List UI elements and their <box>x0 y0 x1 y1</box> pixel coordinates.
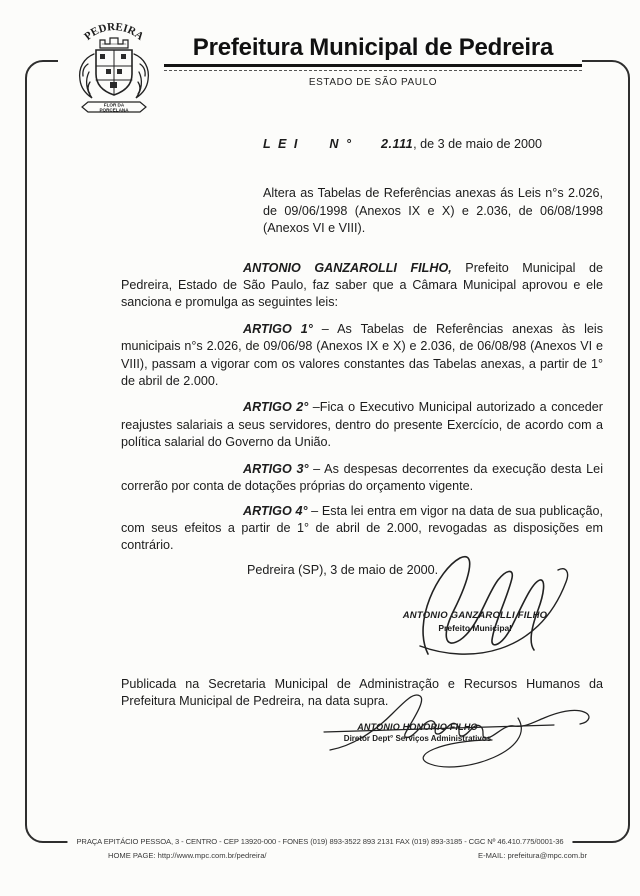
motto-ribbon <box>82 102 146 113</box>
article-2 <box>121 399 603 451</box>
crown-icon <box>100 38 128 48</box>
law-ementa: Altera as Tabelas de Referências anexas ás Leis n°s 2.026, de 09/06/1998 (Anexos IX e X) e 2.036, de 06/08/1998 (Anexos VI e VIII). <box>263 186 603 236</box>
footer-homepage: HOME PAGE: http://www.mpc.com.br/pedreira/ <box>108 851 267 860</box>
article-3 <box>121 461 603 496</box>
mayor-name: ANTONIO GANZAROLLI FILHO <box>402 610 548 621</box>
article-1-text: – As Tabelas de Referências anexas às leis municipais n°s 2.026, de 09/06/98 (Anexos IX e X) e 2.036, de 06/08/98 (Anexos VI e VIII), passam a vigorar com os valores constantes das Tabelas anexas, a partir de 1° de abril de 2.000. <box>121 321 603 389</box>
shield-icon <box>96 50 132 95</box>
director-title: Diretor Dept° Serviços Administrativos <box>343 734 492 743</box>
logo-city-name: PEDREIRA <box>82 21 146 43</box>
law-preamble <box>121 260 603 312</box>
article-4-label: ARTIGO 4° <box>243 503 308 518</box>
article-1 <box>121 321 603 391</box>
footer-address-line: PRAÇA EPITÁCIO PESSOA, 3 - CENTRO - CEP 13920-000 - FONES (019) 893-3522 893 2131 FAX (019) 893-3185 - CGC Nº 46.410.775/0001-36 <box>67 836 572 848</box>
lei-numero-label: N ° <box>329 137 354 151</box>
mayor-name-lead: ANTONIO GANZAROLLI FILHO, <box>243 260 452 275</box>
article-3-text: – As despesas decorrentes da execução desta Lei correrão por conta de dotações próprias do orçamento vigente. <box>121 461 603 494</box>
mayor-signature-ink <box>398 552 573 657</box>
article-2-text: –Fica o Executivo Municipal autorizado a conceder reajustes salariais a seus servidores, dentro do presente Exercício, de acordo com a política salarial do Governo da União. <box>121 400 603 450</box>
lei-label: L E I <box>263 137 300 151</box>
title-underline-thick <box>164 64 582 67</box>
director-signature-ink <box>322 688 607 778</box>
publication-note: Publicada na Secretaria Municipal de Administração e Recursos Humanos da Prefeitura Municipal de Pedreira, na data supra. <box>121 676 603 708</box>
law-body <box>121 130 603 579</box>
laurel-flourish-left <box>80 54 94 98</box>
law-heading <box>121 136 603 153</box>
coat-of-arms <box>58 14 170 120</box>
preamble-text: Prefeito Municipal de Pedreira, Estado de São Paulo, faz saber que a Câmara Municipal aprovou e ele sanciona e promulga as seguintes leis: <box>121 260 603 310</box>
lei-numero: 2.111 <box>381 137 414 151</box>
page-title: Prefeitura Municipal de Pedreira <box>192 34 554 61</box>
article-4 <box>121 503 603 555</box>
lei-date: , de 3 de maio de 2000 <box>413 137 543 151</box>
mayor-title: Prefeito Municipal <box>438 623 512 633</box>
state-subtitle: ESTADO DE SÃO PAULO <box>308 77 438 88</box>
letterhead <box>164 34 582 92</box>
motto-line-2: PORCELANA <box>99 107 129 113</box>
article-4-text: – Esta lei entra em vigor na data de sua publicação, com seus efeitos a partir de 1° de abril de 2.000, revogadas as disposições em contrário. <box>121 503 603 553</box>
footer-email: E-MAIL: prefeitura@mpc.com.br <box>478 851 587 860</box>
director-name: ANTONIO HONORIO FILHO <box>357 722 478 732</box>
article-1-label: ARTIGO 1° <box>243 321 313 336</box>
dateline: Pedreira (SP), 3 de maio de 2000. <box>247 562 439 577</box>
title-underline-thin <box>164 70 582 71</box>
article-2-label: ARTIGO 2° <box>243 400 309 415</box>
laurel-flourish-right <box>134 54 148 98</box>
motto-line-1: FLOR DA <box>103 102 125 108</box>
article-3-label: ARTIGO 3° <box>243 461 309 476</box>
